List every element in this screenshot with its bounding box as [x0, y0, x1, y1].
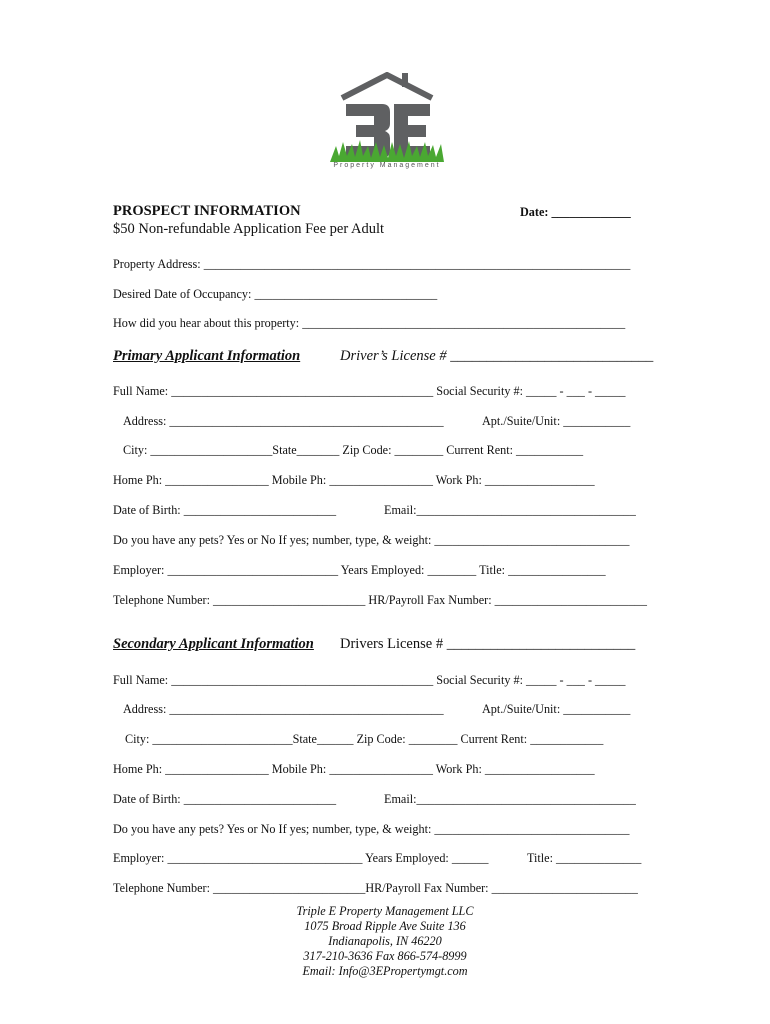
- secondary-title-field[interactable]: Title: ______________: [527, 851, 642, 865]
- form-title: PROSPECT INFORMATION: [113, 203, 301, 219]
- primary-email-field[interactable]: Email:____________________________________: [384, 503, 636, 517]
- footer-street: 1075 Broad Ripple Ave Suite 136: [304, 919, 466, 933]
- primary-full-name-field[interactable]: Full Name: ___________________________________________ Social Security #: _____ - ___ - _____: [113, 384, 626, 398]
- primary-address-field[interactable]: Address: _____________________________________________: [123, 414, 444, 428]
- footer-city: Indianapolis, IN 46220: [328, 934, 442, 948]
- company-logo: [326, 72, 448, 176]
- occupancy-date-field[interactable]: Desired Date of Occupancy: ______________________________: [113, 287, 438, 301]
- primary-phones-field[interactable]: Home Ph: _________________ Mobile Ph: _________________ Work Ph: __________________: [113, 473, 595, 487]
- primary-dob-field[interactable]: Date of Birth: _________________________: [113, 503, 337, 517]
- date-field[interactable]: Date: _____________: [520, 205, 631, 219]
- secondary-phones-field[interactable]: Home Ph: _________________ Mobile Ph: _________________ Work Ph: __________________: [113, 762, 595, 776]
- secondary-email-field[interactable]: Email:____________________________________: [384, 792, 636, 806]
- application-fee-note: $50 Non-refundable Application Fee per Adult: [113, 221, 385, 237]
- secondary-employer-field[interactable]: Employer: ________________________________ Years Employed: ______: [113, 851, 489, 865]
- footer-email: Email: Info@3EPropertymgt.com: [302, 964, 468, 978]
- secondary-telephone-field[interactable]: Telephone Number: _________________________HR/Payroll Fax Number: ________________________: [113, 881, 638, 895]
- footer-phone: 317-210-3636 Fax 866-574-8999: [303, 949, 467, 963]
- primary-applicant-heading: Primary Applicant Information: [113, 348, 301, 364]
- secondary-city-field[interactable]: City: _______________________State______ Zip Code: ________ Current Rent: ____________: [125, 732, 604, 746]
- secondary-drivers-license-field[interactable]: Drivers License # __________________________: [340, 636, 636, 652]
- primary-apt-field[interactable]: Apt./Suite/Unit: ___________: [482, 414, 631, 428]
- secondary-pets-field[interactable]: Do you have any pets? Yes or No If yes; number, type, & weight: ________________________________: [113, 822, 630, 836]
- logo-text: Property Management: [333, 162, 441, 169]
- primary-pets-field[interactable]: Do you have any pets? Yes or No If yes; number, type, & weight: ________________________________: [113, 533, 630, 547]
- primary-telephone-field[interactable]: Telephone Number: _________________________ HR/Payroll Fax Number: _________________________: [113, 593, 647, 607]
- secondary-applicant-heading: Secondary Applicant Information: [113, 636, 314, 652]
- primary-employer-field[interactable]: Employer: ____________________________ Years Employed: ________ Title: ________________: [113, 563, 606, 577]
- primary-city-field[interactable]: City: ____________________State_______ Zip Code: ________ Current Rent: ___________: [123, 443, 584, 457]
- secondary-apt-field[interactable]: Apt./Suite/Unit: ___________: [482, 702, 631, 716]
- footer-company: Triple E Property Management LLC: [296, 904, 474, 918]
- primary-drivers-license-field[interactable]: Driver’s License # ____________________________: [340, 348, 654, 364]
- secondary-full-name-field[interactable]: Full Name: ___________________________________________ Social Security #: _____ - ___ - _____: [113, 673, 626, 687]
- referral-source-field[interactable]: How did you hear about this property: _____________________________________________________: [113, 316, 626, 330]
- secondary-dob-field[interactable]: Date of Birth: _________________________: [113, 792, 337, 806]
- secondary-address-field[interactable]: Address: _____________________________________________: [123, 702, 444, 716]
- property-address-field[interactable]: Property Address: ______________________________________________________________________: [113, 257, 631, 271]
